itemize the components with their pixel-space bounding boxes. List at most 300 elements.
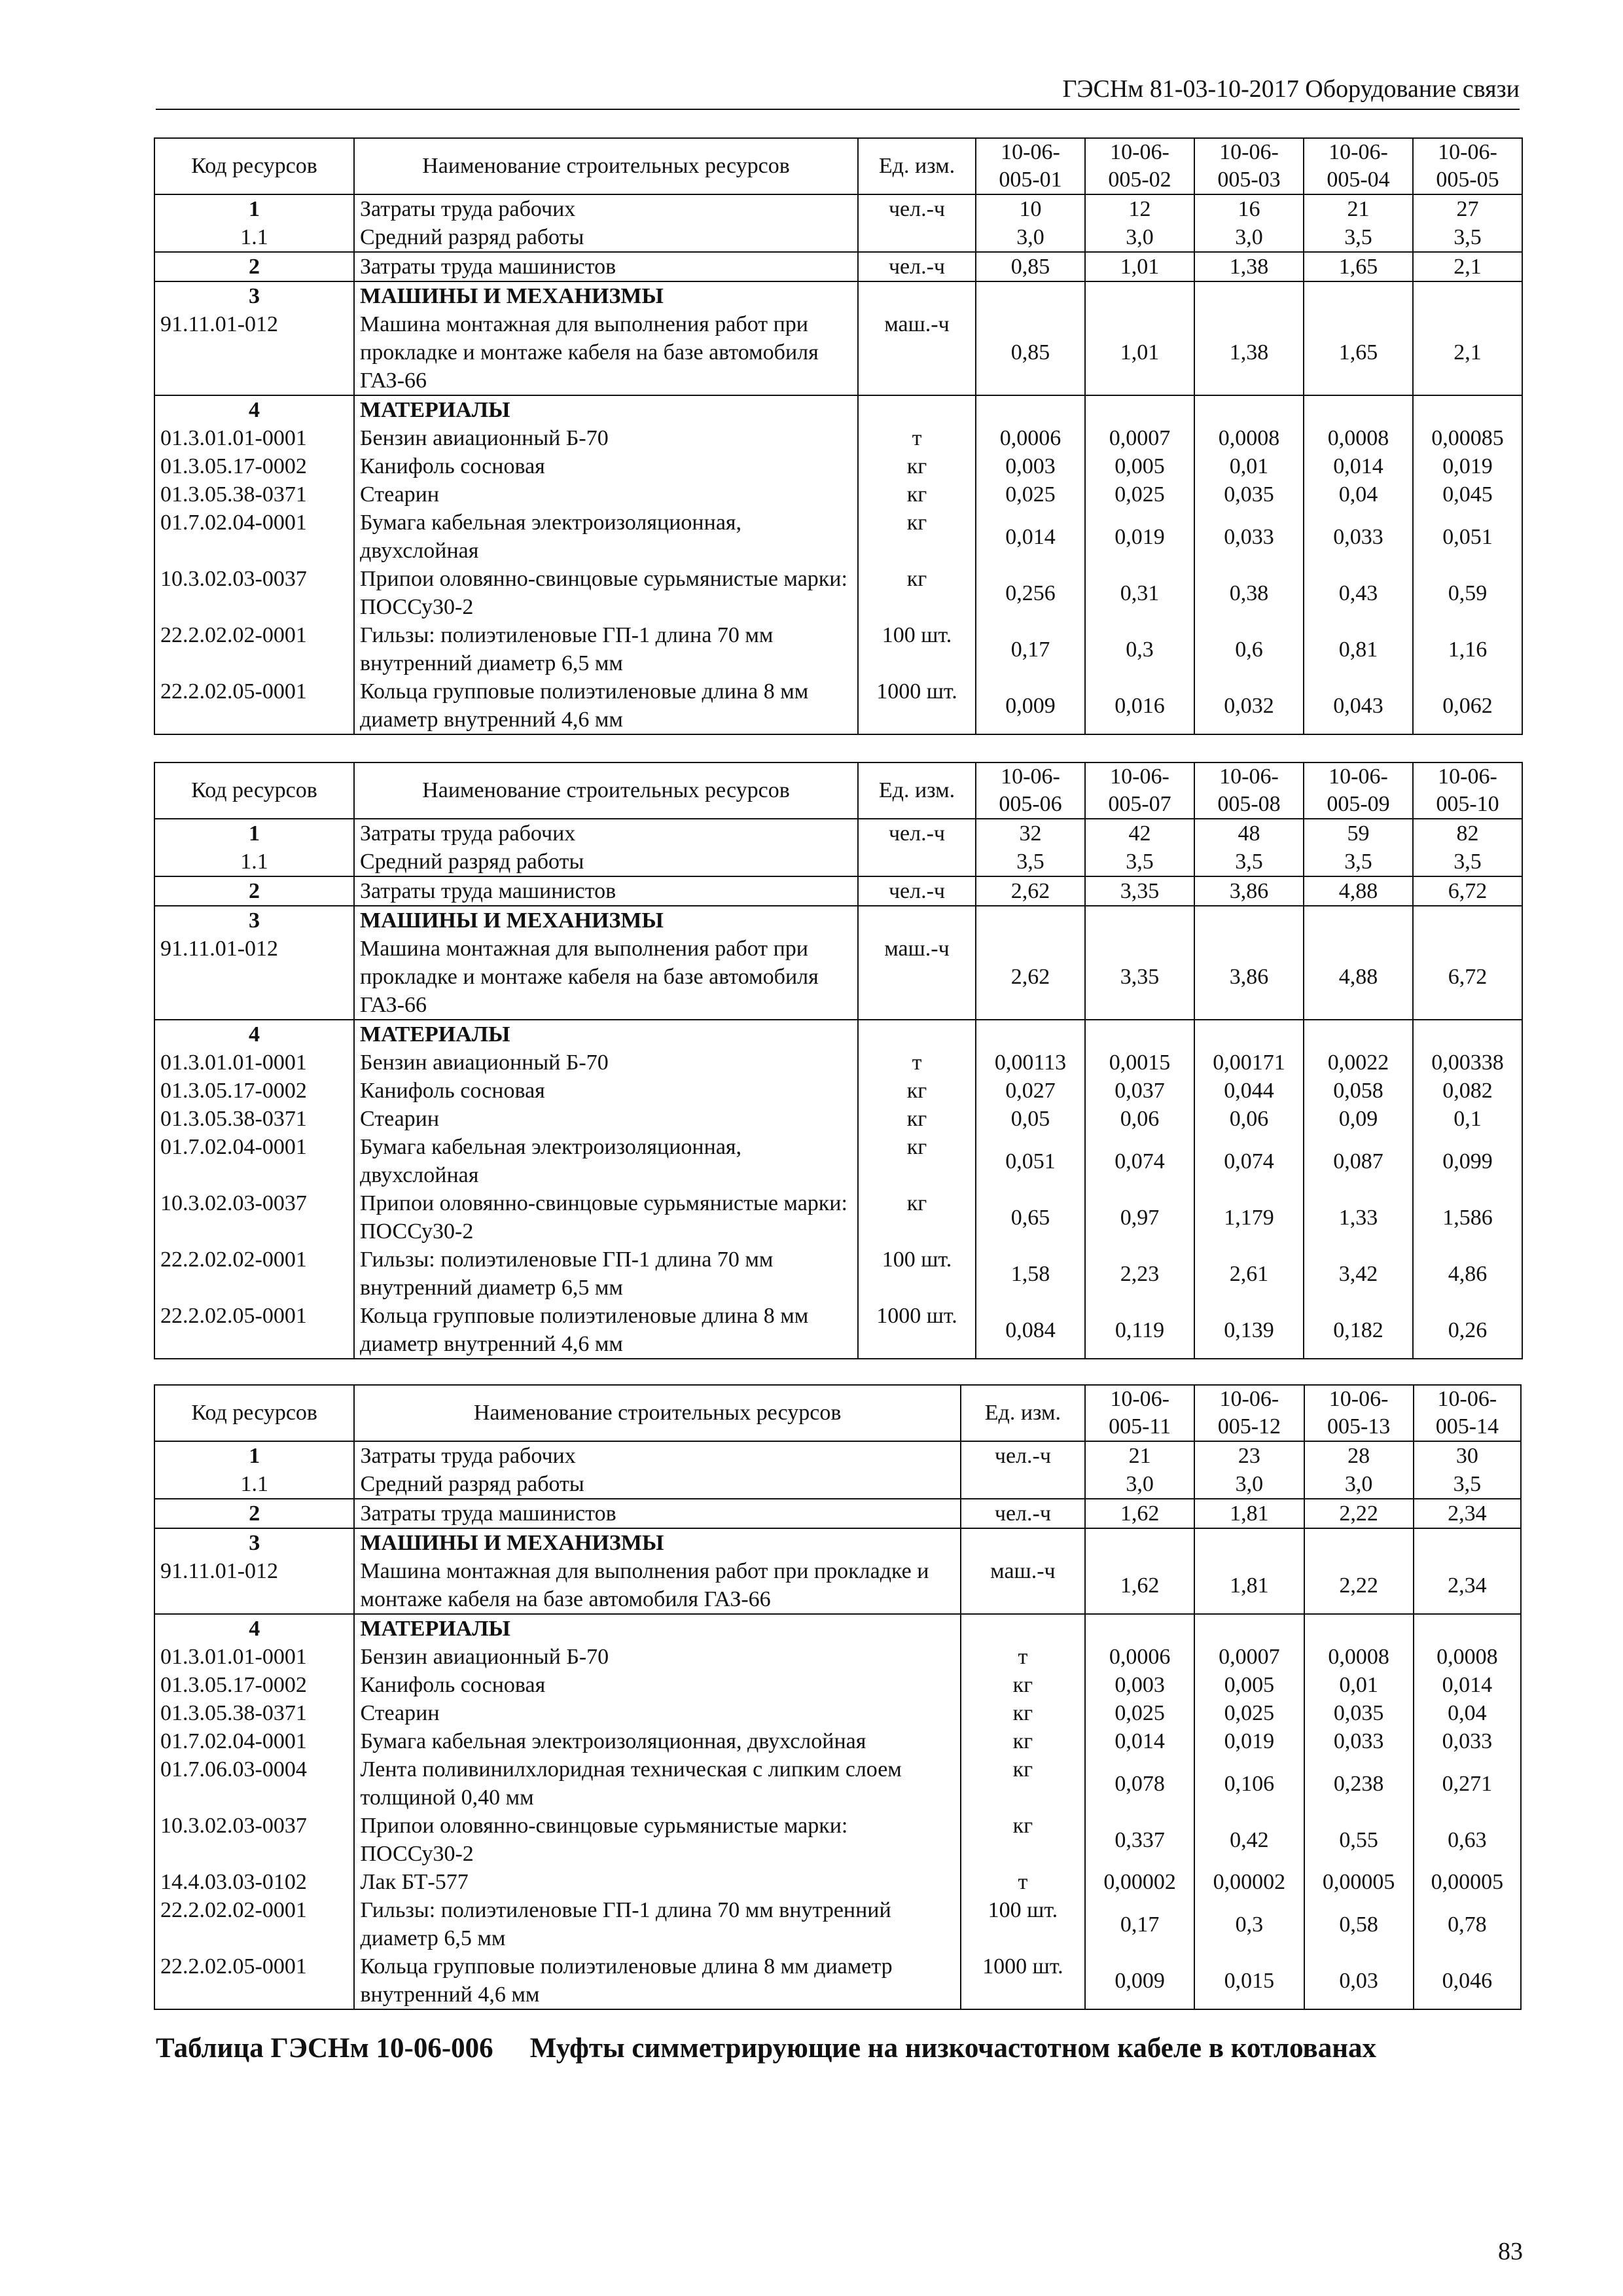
resource-name: Бумага кабельная электроизоляционная, двухслойная (354, 1133, 858, 1189)
resource-value (976, 395, 1085, 424)
resource-value: 1,62 (1085, 1499, 1194, 1528)
resource-unit (961, 1470, 1085, 1499)
header-norm-code: 10-06- 005-09 (1304, 762, 1413, 819)
table-row (154, 310, 1522, 395)
resource-unit: кг (961, 1699, 1085, 1727)
resource-value: 21 (1085, 1441, 1194, 1470)
resource-value (1085, 1614, 1194, 1643)
resource-value: 3,0 (1085, 1470, 1194, 1499)
resource-value: 3,5 (1413, 848, 1522, 876)
resource-value: 0,014 (1304, 452, 1413, 480)
table-row (154, 1868, 1521, 1896)
resource-code: 4 (154, 1020, 354, 1049)
resource-unit: маш.-ч (858, 935, 976, 1020)
table-row (154, 194, 1522, 223)
resource-value (1413, 281, 1522, 310)
resource-code: 01.7.02.04-0001 (154, 1727, 354, 1755)
resource-unit: т (961, 1643, 1085, 1671)
resource-code: 3 (154, 906, 354, 935)
resource-value: 3,35 (1085, 876, 1194, 906)
resource-value: 0,17 (976, 621, 1085, 677)
resource-name: Канифоль сосновая (354, 452, 858, 480)
resource-value: 0,0007 (1194, 1643, 1304, 1671)
resource-code: 1.1 (154, 1470, 354, 1499)
resource-value: 0,85 (976, 310, 1085, 395)
table-row (154, 1189, 1522, 1246)
resource-unit: кг (858, 1133, 976, 1189)
resource-value: 3,35 (1085, 935, 1194, 1020)
table-row (154, 1896, 1521, 1952)
table-row (154, 1614, 1521, 1643)
resource-value: 0,63 (1414, 1812, 1521, 1868)
resource-value: 1,38 (1194, 252, 1304, 281)
resource-unit (858, 1020, 976, 1049)
resource-value: 1,81 (1194, 1557, 1304, 1614)
resource-unit (858, 223, 976, 252)
table-row (154, 1528, 1521, 1557)
resource-value: 2,34 (1414, 1557, 1521, 1614)
resource-value: 0,0022 (1304, 1049, 1413, 1077)
resource-code: 01.3.05.38-0371 (154, 1699, 354, 1727)
resource-value: 3,0 (1194, 223, 1304, 252)
running-header: ГЭСНм 81-03-10-2017 Оборудование связи (156, 73, 1520, 110)
resource-code: 22.2.02.02-0001 (154, 1896, 354, 1952)
resource-unit (858, 395, 976, 424)
resource-value: 0,0006 (976, 424, 1085, 452)
resource-value: 0,337 (1085, 1812, 1194, 1868)
resource-unit: кг (961, 1812, 1085, 1868)
resource-name: МАТЕРИАЛЫ (354, 1614, 960, 1643)
resource-value: 0,01 (1304, 1671, 1414, 1699)
resource-value (1304, 1614, 1414, 1643)
resource-value: 1,33 (1304, 1189, 1413, 1246)
table-row (154, 1470, 1521, 1499)
table-row (154, 1671, 1521, 1699)
resource-value: 0,17 (1085, 1896, 1194, 1952)
resource-value (1304, 1528, 1414, 1557)
resource-value: 23 (1194, 1441, 1304, 1470)
resource-value (976, 906, 1085, 935)
resource-code: 1 (154, 1441, 354, 1470)
resource-value: 1,81 (1194, 1499, 1304, 1528)
resource-code: 01.3.01.01-0001 (154, 424, 354, 452)
resource-value: 0,019 (1194, 1727, 1304, 1755)
resource-value: 0,016 (1085, 677, 1194, 734)
resource-code: 01.7.02.04-0001 (154, 1133, 354, 1189)
table-row (154, 906, 1522, 935)
resource-name: МАТЕРИАЛЫ (354, 1020, 858, 1049)
resource-value: 0,00085 (1413, 424, 1522, 452)
resource-value: 0,062 (1413, 677, 1522, 734)
header-norm-code: 10-06- 005-04 (1304, 138, 1413, 194)
header-code: Код ресурсов (154, 762, 354, 819)
resource-value: 0,051 (976, 1133, 1085, 1189)
resource-value: 3,5 (1304, 223, 1413, 252)
resource-unit: т (858, 424, 976, 452)
resource-value: 0,084 (976, 1302, 1085, 1359)
resource-value: 0,082 (1413, 1077, 1522, 1105)
resource-name: Припои оловянно-свинцовые сурьмянистые марки: ПОССу30-2 (354, 1812, 960, 1868)
resource-value: 0,58 (1304, 1896, 1414, 1952)
resource-value: 0,43 (1304, 565, 1413, 621)
table-row (154, 677, 1522, 734)
resource-unit: 1000 шт. (858, 677, 976, 734)
resource-name: Затраты труда машинистов (354, 252, 858, 281)
resource-value: 28 (1304, 1441, 1414, 1470)
resource-value: 3,5 (1413, 223, 1522, 252)
resource-value (1194, 906, 1304, 935)
resource-name: Затраты труда машинистов (354, 1499, 960, 1528)
resource-value: 0,051 (1413, 509, 1522, 565)
resource-code: 3 (154, 281, 354, 310)
resource-value: 0,033 (1194, 509, 1304, 565)
resource-value: 3,5 (1085, 848, 1194, 876)
resource-value: 6,72 (1413, 876, 1522, 906)
table-row (154, 565, 1522, 621)
resource-unit: 100 шт. (858, 1246, 976, 1302)
resource-value: 0,04 (1304, 480, 1413, 509)
resource-code: 91.11.01-012 (154, 310, 354, 395)
resource-value: 0,087 (1304, 1133, 1413, 1189)
resource-value: 0,55 (1304, 1812, 1414, 1868)
resource-value: 2,61 (1194, 1246, 1304, 1302)
header-norm-code: 10-06- 005-01 (976, 138, 1085, 194)
resource-value: 3,86 (1194, 935, 1304, 1020)
resource-value: 0,003 (1085, 1671, 1194, 1699)
resource-name: МАШИНЫ И МЕХАНИЗМЫ (354, 1528, 960, 1557)
resource-value: 0,00113 (976, 1049, 1085, 1077)
resource-value (1413, 1020, 1522, 1049)
table-row (154, 452, 1522, 480)
resource-value: 0,0008 (1414, 1643, 1521, 1671)
resource-unit: чел.-ч (858, 819, 976, 848)
resource-value: 0,106 (1194, 1755, 1304, 1812)
resource-name: Кольца групповые полиэтиленовые длина 8 мм диаметр внутренний 4,6 мм (354, 1302, 858, 1359)
resource-name: Бензин авиационный Б-70 (354, 1643, 960, 1671)
resource-unit: кг (961, 1727, 1085, 1755)
resource-name: Затраты труда рабочих (354, 1441, 960, 1470)
resource-unit: кг (858, 1189, 976, 1246)
resource-unit: т (961, 1868, 1085, 1896)
resource-value: 0,027 (976, 1077, 1085, 1105)
resource-value: 0,04 (1414, 1699, 1521, 1727)
resource-value (1085, 1528, 1194, 1557)
resource-value (1085, 1020, 1194, 1049)
resource-code: 01.3.01.01-0001 (154, 1643, 354, 1671)
resource-name: Бумага кабельная электроизоляционная, двухслойная (354, 509, 858, 565)
resource-value (1194, 1614, 1304, 1643)
header-norm-code: 10-06- 005-14 (1414, 1385, 1521, 1441)
table-row (154, 1952, 1521, 2009)
resource-unit (858, 906, 976, 935)
resource-value: 3,86 (1194, 876, 1304, 906)
resource-code: 1 (154, 194, 354, 223)
resource-code: 22.2.02.02-0001 (154, 621, 354, 677)
resource-value: 0,01 (1194, 452, 1304, 480)
resource-table-3 (154, 1384, 1522, 2010)
resource-value (1194, 281, 1304, 310)
resource-unit (858, 281, 976, 310)
header-norm-code: 10-06- 005-03 (1194, 138, 1304, 194)
resource-code: 01.3.01.01-0001 (154, 1049, 354, 1077)
resource-value: 1,62 (1085, 1557, 1194, 1614)
resource-value: 0,032 (1194, 677, 1304, 734)
resource-value: 0,6 (1194, 621, 1304, 677)
header-norm-code: 10-06- 005-12 (1194, 1385, 1304, 1441)
resource-value: 3,0 (1194, 1470, 1304, 1499)
resource-value: 0,00005 (1414, 1868, 1521, 1896)
resource-value: 2,62 (976, 935, 1085, 1020)
table-row (154, 1077, 1522, 1105)
resource-name: Стеарин (354, 480, 858, 509)
header-norm-code: 10-06- 005-06 (976, 762, 1085, 819)
resource-value: 0,014 (976, 509, 1085, 565)
resource-value: 3,0 (1085, 223, 1194, 252)
resource-value: 0,00002 (1194, 1868, 1304, 1896)
resource-value: 0,014 (1414, 1671, 1521, 1699)
resource-value: 1,179 (1194, 1189, 1304, 1246)
page-number: 83 (1498, 2238, 1523, 2265)
resource-name: Лента поливинилхлоридная техническая с липким слоем толщиной 0,40 мм (354, 1755, 960, 1812)
resource-unit: кг (961, 1671, 1085, 1699)
header-norm-code: 10-06- 005-10 (1413, 762, 1522, 819)
header-unit: Ед. изм. (858, 762, 976, 819)
resource-value: 0,005 (1085, 452, 1194, 480)
resource-value: 2,34 (1414, 1499, 1521, 1528)
resource-value: 2,1 (1413, 252, 1522, 281)
resource-value: 0,005 (1194, 1671, 1304, 1699)
resource-code: 1.1 (154, 848, 354, 876)
resource-code: 22.2.02.05-0001 (154, 1302, 354, 1359)
resource-code: 10.3.02.03-0037 (154, 565, 354, 621)
resource-value: 0,65 (976, 1189, 1085, 1246)
resource-value: 0,42 (1194, 1812, 1304, 1868)
resource-value: 0,31 (1085, 565, 1194, 621)
caption-label: Таблица ГЭСНм 10-06-006 (156, 2033, 493, 2064)
table-row (154, 621, 1522, 677)
table-row (154, 935, 1522, 1020)
resource-code: 1.1 (154, 223, 354, 252)
resource-value (1085, 395, 1194, 424)
resource-value: 0,025 (1085, 480, 1194, 509)
resource-value (1413, 906, 1522, 935)
resource-code: 22.2.02.05-0001 (154, 1952, 354, 2009)
resource-unit: 100 шт. (858, 621, 976, 677)
resource-value: 2,22 (1304, 1499, 1414, 1528)
resource-unit: чел.-ч (858, 194, 976, 223)
resource-code: 01.3.05.17-0002 (154, 1671, 354, 1699)
table-row (154, 1699, 1521, 1727)
resource-value: 0,035 (1304, 1699, 1414, 1727)
header-name: Наименование строительных ресурсов (354, 762, 858, 819)
table-row (154, 819, 1522, 848)
resource-value: 3,5 (976, 848, 1085, 876)
resource-value: 1,38 (1194, 310, 1304, 395)
resource-name: Кольца групповые полиэтиленовые длина 8 мм диаметр внутренний 4,6 мм (354, 677, 858, 734)
resource-value: 1,16 (1413, 621, 1522, 677)
header-norm-code: 10-06- 005-05 (1413, 138, 1522, 194)
table-caption (156, 2032, 1376, 2064)
header-unit: Ед. изм. (961, 1385, 1085, 1441)
resource-value (1304, 906, 1413, 935)
resource-value: 6,72 (1413, 935, 1522, 1020)
resource-code: 01.7.02.04-0001 (154, 509, 354, 565)
resource-code: 01.3.05.17-0002 (154, 1077, 354, 1105)
resource-code: 10.3.02.03-0037 (154, 1189, 354, 1246)
table-header-row (154, 138, 1522, 194)
table-row (154, 1812, 1521, 1868)
resource-value: 0,0007 (1085, 424, 1194, 452)
resource-code: 3 (154, 1528, 354, 1557)
resource-code: 01.7.06.03-0004 (154, 1755, 354, 1812)
resource-value: 30 (1414, 1441, 1521, 1470)
resource-name: Средний разряд работы (354, 223, 858, 252)
resource-name: Гильзы: полиэтиленовые ГП-1 длина 70 мм внутренний диаметр 6,5 мм (354, 1896, 960, 1952)
resource-value: 0,033 (1304, 1727, 1414, 1755)
resource-value: 3,42 (1304, 1246, 1413, 1302)
resource-code: 91.11.01-012 (154, 935, 354, 1020)
table-row (154, 1133, 1522, 1189)
resource-value: 0,015 (1194, 1952, 1304, 2009)
resource-value: 1,65 (1304, 252, 1413, 281)
resource-value: 4,88 (1304, 935, 1413, 1020)
resource-value: 0,074 (1194, 1133, 1304, 1189)
resource-value (1085, 906, 1194, 935)
resource-value (976, 281, 1085, 310)
resource-value (1194, 1528, 1304, 1557)
resource-value: 0,025 (1085, 1699, 1194, 1727)
resource-name: Канифоль сосновая (354, 1077, 858, 1105)
resource-value: 32 (976, 819, 1085, 848)
table-row (154, 1020, 1522, 1049)
resource-value: 0,256 (976, 565, 1085, 621)
table-row (154, 252, 1522, 281)
resource-value: 0,019 (1085, 509, 1194, 565)
resource-value: 0,00171 (1194, 1049, 1304, 1077)
resource-value: 0,00005 (1304, 1868, 1414, 1896)
resource-name: Припои оловянно-свинцовые сурьмянистые марки: ПОССу30-2 (354, 1189, 858, 1246)
resource-value (976, 1020, 1085, 1049)
resource-value: 0,037 (1085, 1077, 1194, 1105)
resource-value: 0,035 (1194, 480, 1304, 509)
resource-value: 1,58 (976, 1246, 1085, 1302)
resource-value: 0,025 (976, 480, 1085, 509)
resource-value (1304, 281, 1413, 310)
resource-value: 0,0008 (1304, 424, 1413, 452)
resource-name: Машина монтажная для выполнения работ при прокладке и монтаже кабеля на базе автомобиля ГАЗ-66 (354, 1557, 960, 1614)
resource-value (1085, 281, 1194, 310)
resource-value: 0,033 (1304, 509, 1413, 565)
resource-value: 0,003 (976, 452, 1085, 480)
resource-name: Средний разряд работы (354, 1470, 960, 1499)
resource-value: 16 (1194, 194, 1304, 223)
resource-value: 0,78 (1414, 1896, 1521, 1952)
resource-name: Стеарин (354, 1699, 960, 1727)
resource-value: 0,019 (1413, 452, 1522, 480)
resource-value: 0,81 (1304, 621, 1413, 677)
resource-name: Бензин авиационный Б-70 (354, 424, 858, 452)
resource-unit: 1000 шт. (858, 1302, 976, 1359)
resource-value (1194, 395, 1304, 424)
resource-value: 0,119 (1085, 1302, 1194, 1359)
resource-unit: чел.-ч (961, 1441, 1085, 1470)
resource-name: Бумага кабельная электроизоляционная, двухслойная (354, 1727, 960, 1755)
resource-code: 1 (154, 819, 354, 848)
resource-value: 0,078 (1085, 1755, 1194, 1812)
header-code: Код ресурсов (154, 138, 354, 194)
resource-value: 0,0008 (1194, 424, 1304, 452)
resource-unit: кг (858, 1077, 976, 1105)
resource-value: 3,0 (1304, 1470, 1414, 1499)
resource-value: 0,09 (1304, 1105, 1413, 1133)
table-row (154, 1441, 1521, 1470)
resource-value: 0,0006 (1085, 1643, 1194, 1671)
resource-name: Средний разряд работы (354, 848, 858, 876)
table-row (154, 1499, 1521, 1528)
resource-code: 14.4.03.03-0102 (154, 1868, 354, 1896)
resource-value: 0,014 (1085, 1727, 1194, 1755)
resource-value: 0,046 (1414, 1952, 1521, 2009)
resource-unit: т (858, 1049, 976, 1077)
table-row (154, 1643, 1521, 1671)
table-row (154, 281, 1522, 310)
resource-name: МАТЕРИАЛЫ (354, 395, 858, 424)
resource-value (1414, 1528, 1521, 1557)
resource-name: Канифоль сосновая (354, 1671, 960, 1699)
resource-value: 0,271 (1414, 1755, 1521, 1812)
resource-unit (961, 1528, 1085, 1557)
table-header-row (154, 1385, 1521, 1441)
resource-unit: кг (858, 452, 976, 480)
resource-value: 0,058 (1304, 1077, 1413, 1105)
resource-name: МАШИНЫ И МЕХАНИЗМЫ (354, 281, 858, 310)
resource-value: 48 (1194, 819, 1304, 848)
resource-code: 2 (154, 876, 354, 906)
resource-name: Бензин авиационный Б-70 (354, 1049, 858, 1077)
resource-code: 91.11.01-012 (154, 1557, 354, 1614)
table-row (154, 395, 1522, 424)
resource-value: 3,0 (976, 223, 1085, 252)
resource-unit: кг (961, 1755, 1085, 1812)
table-row (154, 1727, 1521, 1755)
resource-name: МАШИНЫ И МЕХАНИЗМЫ (354, 906, 858, 935)
resource-value: 3,5 (1414, 1470, 1521, 1499)
table-row (154, 1557, 1521, 1614)
resource-value: 0,97 (1085, 1189, 1194, 1246)
resource-name: Машина монтажная для выполнения работ при прокладке и монтаже кабеля на базе автомобиля ГАЗ-66 (354, 935, 858, 1020)
resource-value: 1,586 (1413, 1189, 1522, 1246)
resource-value: 0,05 (976, 1105, 1085, 1133)
resource-value: 0,38 (1194, 565, 1304, 621)
resource-code: 4 (154, 395, 354, 424)
table-row (154, 424, 1522, 452)
caption-title: Муфты симметрирующие на низкочастотном кабеле в котлованах (529, 2033, 1377, 2064)
resource-value: 2,23 (1085, 1246, 1194, 1302)
resource-value: 0,06 (1085, 1105, 1194, 1133)
resource-code: 22.2.02.05-0001 (154, 677, 354, 734)
table-row (154, 223, 1522, 252)
resource-table-1 (154, 137, 1523, 735)
resource-value: 4,88 (1304, 876, 1413, 906)
resource-value: 0,182 (1304, 1302, 1413, 1359)
resource-value: 1,01 (1085, 310, 1194, 395)
resource-value: 1,01 (1085, 252, 1194, 281)
resource-unit: кг (858, 509, 976, 565)
resource-value: 3,5 (1304, 848, 1413, 876)
resource-value: 4,86 (1413, 1246, 1522, 1302)
resource-value: 0,85 (976, 252, 1085, 281)
resource-table-2 (154, 762, 1523, 1359)
